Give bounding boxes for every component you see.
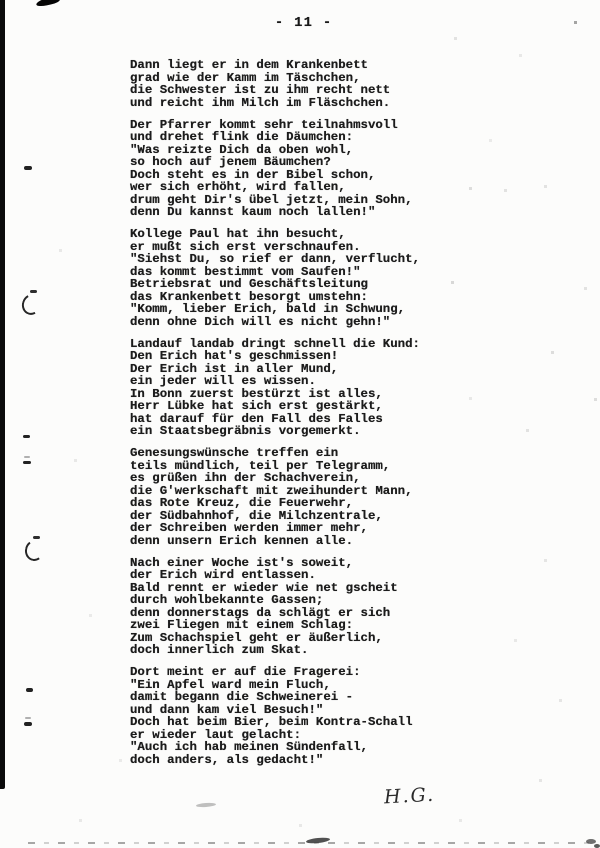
scan-smudge: [586, 839, 596, 844]
scan-margin-mark: [30, 290, 37, 293]
poem-line: Betriebsrat und Geschäftsleitung: [130, 277, 368, 291]
page-number: - 11 -: [275, 16, 333, 31]
poem-line: denn unsern Erich kennen alle.: [130, 533, 354, 548]
poem-line: ein Staatsbegräbnis vorgemerkt.: [130, 424, 361, 438]
poem-line: grad wie der Kamm im Täschchen,: [130, 70, 361, 85]
poem-line: "Ein Apfel ward mein Fluch,: [130, 677, 331, 692]
poem-line: wer sich erhöht, wird fallen,: [130, 180, 346, 194]
scan-margin-mark: [25, 717, 31, 719]
poem-line: denn ohne Dich will es nicht gehn!": [130, 314, 391, 329]
poem-line: Kollege Paul hat ihn besucht,: [130, 227, 346, 241]
poem-line: In Bonn zuerst bestürzt ist alles,: [130, 386, 383, 401]
poem-stanza: [130, 228, 420, 328]
poem-line: ein jeder will es wissen.: [130, 374, 316, 388]
poem-line: er mußt sich erst verschnaufen.: [130, 239, 361, 254]
scan-hole-arc: [19, 292, 44, 318]
scan-margin-mark: [24, 166, 32, 170]
poem-line: so hoch auf jenem Bäumchen?: [130, 155, 331, 169]
scan-left-edge-bar: [0, 0, 5, 789]
poem-line: durch wohlbekannte Gassen;: [130, 593, 324, 607]
poem-stanza: [130, 666, 420, 766]
poem-line: der Südbahnhof, die Milchzentrale,: [130, 508, 383, 523]
poem-stanza: [130, 447, 420, 547]
poem-line: "Komm, lieber Erich, bald in Schwung,: [130, 302, 406, 316]
poem-line: "Siehst Du, so rief er dann, verflucht,: [130, 252, 420, 266]
poem-line: das kommt bestimmt vom Saufen!": [130, 264, 361, 279]
scan-margin-mark: [24, 456, 30, 458]
poem-line: und dann kam viel Besuch!": [130, 702, 324, 717]
poem-line: Der Pfarrer kommt sehr teilnahmsvoll: [130, 117, 398, 132]
poem-line: "Was reizte Dich da oben wohl,: [130, 142, 354, 157]
poem-line: der Schreiben werden immer mehr,: [130, 521, 368, 535]
scan-margin-mark: [26, 688, 33, 692]
scan-top-left-mark: [36, 0, 61, 7]
poem-line: "Auch ich hab meinen Sündenfall,: [130, 740, 368, 754]
poem-line: Dann liegt er in dem Krankenbett: [130, 58, 368, 72]
poem-stanza: [130, 557, 420, 657]
poem-line: und drehet flink die Däumchen:: [130, 130, 354, 144]
poem-line: das Krankenbett besorgt umstehn:: [130, 289, 368, 304]
poem-line: doch anders, als gedacht!": [130, 752, 324, 767]
poem-line: Den Erich hat's geschmissen!: [130, 349, 339, 363]
poem-line: doch innerlich zum Skat.: [130, 643, 309, 657]
poem-line: denn donnerstags da schlägt er sich: [130, 605, 391, 620]
poem-line: Genesungswünsche treffen ein: [130, 446, 339, 460]
poem-line: es grüßen ihn der Schachverein,: [130, 471, 361, 485]
scan-smudge: [594, 844, 600, 848]
poem-line: Der Erich ist in aller Mund,: [130, 361, 339, 376]
poem-line: hat darauf für den Fall des Falles: [130, 411, 383, 426]
poem-line: denn Du kannst kaum noch lallen!": [130, 205, 376, 219]
poem-line: Zum Schachspiel geht er äußerlich,: [130, 630, 383, 645]
poem-line: Herr Lübke hat sich erst gestärkt,: [130, 399, 383, 413]
handwritten-initials: H.G.: [383, 783, 436, 809]
poem-line: teils mündlich, teil per Telegramm,: [130, 458, 391, 473]
poem-line: der Erich wird entlassen.: [130, 568, 316, 582]
scan-margin-mark: [23, 435, 30, 438]
poem-line: das Rote Kreuz, die Feuerwehr,: [130, 496, 354, 510]
poem-line: Landauf landab dringt schnell die Kund:: [130, 336, 420, 351]
poem-stanza: [130, 338, 420, 438]
scan-smudge: [196, 802, 216, 807]
poem-stanza: [130, 59, 420, 109]
poem-line: zwei Fliegen mit einem Schlag:: [130, 618, 354, 632]
poem-line: drum geht Dir's übel jetzt, mein Sohn,: [130, 192, 413, 207]
poem-line: Nach einer Woche ist's soweit,: [130, 555, 354, 570]
poem-line: damit begann die Schweinerei -: [130, 690, 354, 704]
scan-hole-arc: [23, 539, 45, 563]
scan-margin-mark: [23, 461, 31, 464]
scan-margin-mark: [24, 722, 32, 726]
poem-line: Doch steht es in der Bibel schon,: [130, 167, 376, 182]
poem-line: und reicht ihm Milch im Fläschchen.: [130, 95, 391, 110]
scan-margin-mark: [33, 536, 40, 539]
poem-line: Dort meint er auf die Fragerei:: [130, 665, 361, 679]
poem-stanza: [130, 119, 420, 219]
poem-line: Doch hat beim Bier, beim Kontra-Schall: [130, 715, 413, 729]
poem: [130, 59, 420, 776]
poem-line: Bald rennt er wieder wie net gscheit: [130, 580, 398, 595]
poem-line: er wieder laut gelacht:: [130, 727, 302, 742]
poem-line: die Schwester ist zu ihm recht nett: [130, 83, 391, 97]
poem-line: die G'werkschaft mit zweihundert Mann,: [130, 483, 413, 498]
